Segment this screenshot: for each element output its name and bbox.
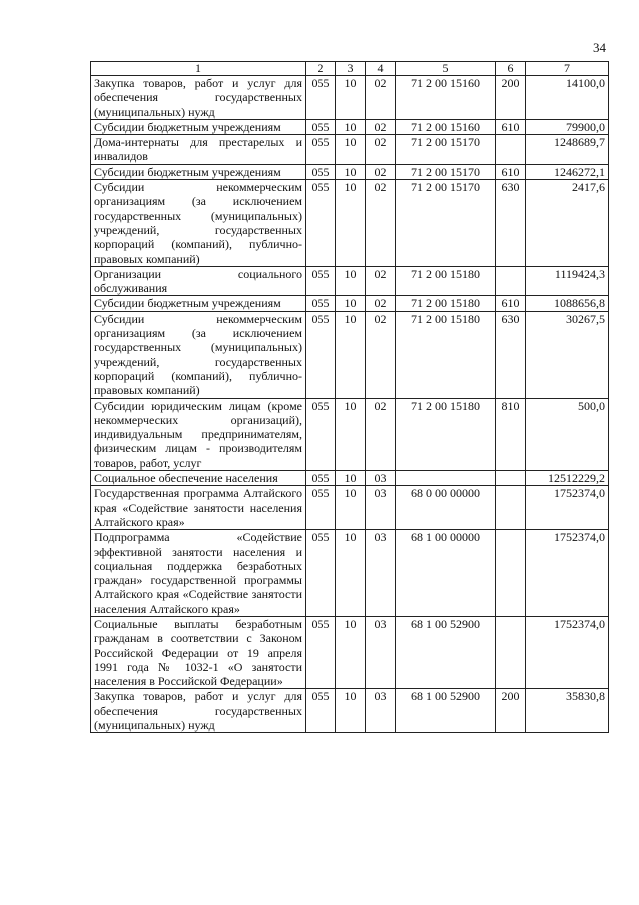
admin-code-cell: 055 <box>306 616 336 688</box>
table-row <box>91 530 609 617</box>
target-article-cell: 68 0 00 00000 <box>396 486 496 530</box>
row-name-cell: Дома-интернаты для престарелых и инвалидов <box>91 135 306 165</box>
row-name-cell: Субсидии юридическим лицам (кроме некоммерческих организаций), индивидуальным предпринимателям, физическим лицам - производителям товаров, работ, услуг <box>91 398 306 470</box>
table-row <box>91 471 609 486</box>
expense-type-cell: 610 <box>496 296 526 311</box>
table-row <box>91 616 609 688</box>
row-name-cell: Субсидии некоммерческим организациям (за исключением государственных (муниципальных) учреждений, государственных корпораций (компаний), публично-правовых компаний) <box>91 180 306 267</box>
subsection-cell: 03 <box>366 471 396 486</box>
table-row <box>91 398 609 470</box>
subsection-cell: 03 <box>366 616 396 688</box>
row-name-cell: Подпрограмма «Содействие эффективной занятости населения и социальная поддержка безработных граждан» государственной программы Алтайского края «Содействие занятости населения Алтайского края» <box>91 530 306 617</box>
table-row <box>91 266 609 296</box>
section-cell: 10 <box>336 311 366 398</box>
section-cell: 10 <box>336 616 366 688</box>
row-name-cell: Субсидии бюджетным учреждениям <box>91 296 306 311</box>
subsection-cell: 03 <box>366 486 396 530</box>
amount-cell: 1752374,0 <box>526 616 609 688</box>
target-article-cell: 71 2 00 15170 <box>396 135 496 165</box>
admin-code-cell: 055 <box>306 398 336 470</box>
target-article-cell: 71 2 00 15180 <box>396 296 496 311</box>
section-cell: 10 <box>336 180 366 267</box>
amount-cell: 14100,0 <box>526 76 609 120</box>
amount-cell: 1248689,7 <box>526 135 609 165</box>
admin-code-cell: 055 <box>306 135 336 165</box>
amount-cell: 1088656,8 <box>526 296 609 311</box>
row-name-cell: Организации социального обслуживания <box>91 266 306 296</box>
section-cell: 10 <box>336 164 366 179</box>
table-row <box>91 164 609 179</box>
amount-cell: 1752374,0 <box>526 530 609 617</box>
admin-code-cell: 055 <box>306 180 336 267</box>
admin-code-cell: 055 <box>306 296 336 311</box>
expense-type-cell: 610 <box>496 119 526 134</box>
column-header: 1 <box>91 62 306 76</box>
table-row <box>91 180 609 267</box>
table-row <box>91 119 609 134</box>
target-article-cell: 71 2 00 15180 <box>396 266 496 296</box>
admin-code-cell: 055 <box>306 486 336 530</box>
row-name-cell: Государственная программа Алтайского края «Содействие занятости населения Алтайского края» <box>91 486 306 530</box>
column-header: 6 <box>496 62 526 76</box>
subsection-cell: 02 <box>366 119 396 134</box>
page-number: 34 <box>593 40 606 55</box>
expense-type-cell: 200 <box>496 689 526 733</box>
expense-type-cell: 630 <box>496 180 526 267</box>
column-header: 2 <box>306 62 336 76</box>
expense-type-cell <box>496 486 526 530</box>
target-article-cell: 71 2 00 15180 <box>396 311 496 398</box>
subsection-cell: 02 <box>366 164 396 179</box>
target-article-cell: 68 1 00 52900 <box>396 689 496 733</box>
expense-type-cell <box>496 135 526 165</box>
section-cell: 10 <box>336 486 366 530</box>
subsection-cell: 02 <box>366 180 396 267</box>
target-article-cell: 68 1 00 52900 <box>396 616 496 688</box>
expense-type-cell: 810 <box>496 398 526 470</box>
section-cell: 10 <box>336 119 366 134</box>
target-article-cell <box>396 471 496 486</box>
amount-cell: 1246272,1 <box>526 164 609 179</box>
admin-code-cell: 055 <box>306 530 336 617</box>
expense-type-cell: 610 <box>496 164 526 179</box>
amount-cell: 12512229,2 <box>526 471 609 486</box>
admin-code-cell: 055 <box>306 689 336 733</box>
section-cell: 10 <box>336 266 366 296</box>
subsection-cell: 02 <box>366 311 396 398</box>
table-row <box>91 135 609 165</box>
subsection-cell: 02 <box>366 76 396 120</box>
amount-cell: 2417,6 <box>526 180 609 267</box>
admin-code-cell: 055 <box>306 311 336 398</box>
admin-code-cell: 055 <box>306 471 336 486</box>
subsection-cell: 03 <box>366 689 396 733</box>
amount-cell: 79900,0 <box>526 119 609 134</box>
table-row <box>91 486 609 530</box>
column-header: 3 <box>336 62 366 76</box>
expense-type-cell: 200 <box>496 76 526 120</box>
column-header: 4 <box>366 62 396 76</box>
row-name-cell: Субсидии бюджетным учреждениям <box>91 164 306 179</box>
amount-cell: 1752374,0 <box>526 486 609 530</box>
table-header-row <box>91 62 609 76</box>
table-row <box>91 76 609 120</box>
row-name-cell: Субсидии бюджетным учреждениям <box>91 119 306 134</box>
expense-type-cell <box>496 266 526 296</box>
admin-code-cell: 055 <box>306 119 336 134</box>
row-name-cell: Закупка товаров, работ и услуг для обеспечения государственных (муниципальных) нужд <box>91 689 306 733</box>
section-cell: 10 <box>336 135 366 165</box>
section-cell: 10 <box>336 530 366 617</box>
table-row <box>91 311 609 398</box>
row-name-cell: Социальное обеспечение населения <box>91 471 306 486</box>
target-article-cell: 71 2 00 15170 <box>396 180 496 267</box>
table-row <box>91 296 609 311</box>
column-header: 7 <box>526 62 609 76</box>
expense-type-cell <box>496 530 526 617</box>
expense-type-cell: 630 <box>496 311 526 398</box>
row-name-cell: Закупка товаров, работ и услуг для обеспечения государственных (муниципальных) нужд <box>91 76 306 120</box>
budget-table <box>90 61 609 733</box>
section-cell: 10 <box>336 398 366 470</box>
subsection-cell: 03 <box>366 530 396 617</box>
subsection-cell: 02 <box>366 398 396 470</box>
section-cell: 10 <box>336 471 366 486</box>
target-article-cell: 71 2 00 15180 <box>396 398 496 470</box>
section-cell: 10 <box>336 76 366 120</box>
admin-code-cell: 055 <box>306 76 336 120</box>
target-article-cell: 68 1 00 00000 <box>396 530 496 617</box>
expense-type-cell <box>496 616 526 688</box>
amount-cell: 500,0 <box>526 398 609 470</box>
column-header: 5 <box>396 62 496 76</box>
admin-code-cell: 055 <box>306 266 336 296</box>
section-cell: 10 <box>336 296 366 311</box>
subsection-cell: 02 <box>366 266 396 296</box>
amount-cell: 35830,8 <box>526 689 609 733</box>
subsection-cell: 02 <box>366 135 396 165</box>
subsection-cell: 02 <box>366 296 396 311</box>
section-cell: 10 <box>336 689 366 733</box>
row-name-cell: Субсидии некоммерческим организациям (за исключением государственных (муниципальных) учреждений, государственных корпораций (компаний), публично-правовых компаний) <box>91 311 306 398</box>
row-name-cell: Социальные выплаты безработным гражданам в соответствии с Законом Российской Федерации от 19 апреля 1991 года № 1032-1 «О занятости населения в Российской Федерации» <box>91 616 306 688</box>
amount-cell: 1119424,3 <box>526 266 609 296</box>
amount-cell: 30267,5 <box>526 311 609 398</box>
target-article-cell: 71 2 00 15170 <box>396 164 496 179</box>
table-row <box>91 689 609 733</box>
target-article-cell: 71 2 00 15160 <box>396 76 496 120</box>
target-article-cell: 71 2 00 15160 <box>396 119 496 134</box>
admin-code-cell: 055 <box>306 164 336 179</box>
expense-type-cell <box>496 471 526 486</box>
